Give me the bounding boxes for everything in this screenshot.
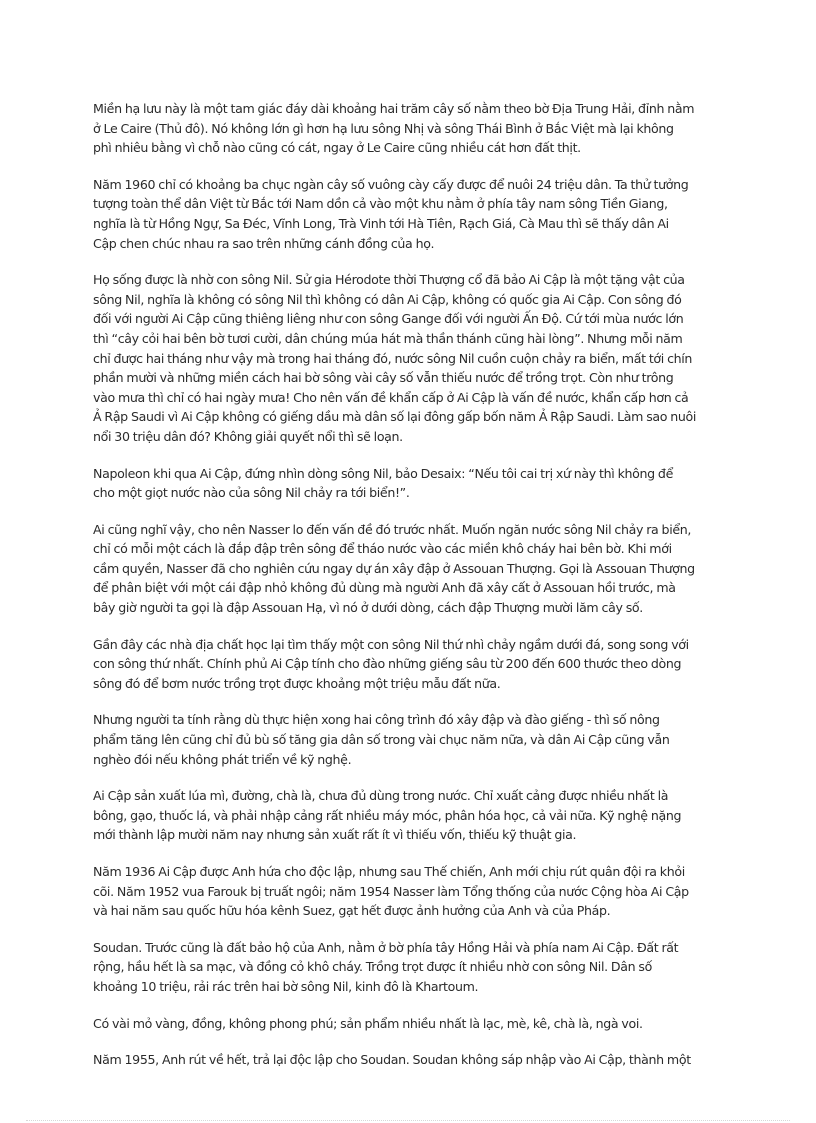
paragraph — [93, 710, 733, 769]
paragraph — [93, 862, 733, 921]
text-line: Năm 1955, Anh rút về hết, trả lại độc lập cho Soudan. Soudan không sáp nhập vào Ai Cập, thành một — [93, 1052, 691, 1068]
paragraph — [93, 270, 733, 446]
text-line: để phân biệt với một cái đập nhỏ không đủ dùng mà người Anh đã xây cất ở Assouan hồi trước, mà — [93, 580, 676, 596]
text-line: cõi. Năm 1952 vua Farouk bị truất ngôi; năm 1954 Nasser làm Tổng thống của nước Cộng hòa Ai Cập — [93, 883, 689, 899]
paragraph — [93, 635, 733, 694]
paragraph — [93, 786, 733, 845]
text-line: cầm quyền, Nasser đã cho nghiên cứu ngay dự án xây đập ở Assouan Thượng. Gọi là Assouan Thượng — [93, 560, 695, 576]
text-line: Cập chen chúc nhau ra sao trên những cánh đồng của họ. — [93, 235, 435, 251]
paragraph — [93, 1050, 733, 1070]
text-line: Ai Cập sản xuất lúa mì, đường, chà là, chưa đủ dùng trong nước. Chỉ xuất cảng được nhiều nhất là — [93, 788, 669, 804]
text-line: phần mười và những miền cách hai bờ sông vài cây số vẫn thiếu nước để trồng trọt. Còn như trông — [93, 370, 674, 386]
text-line: con sông thứ nhất. Chính phủ Ai Cập tính cho đào những giếng sâu từ 200 đến 600 thước theo dòng — [93, 656, 682, 672]
text-line: cho một giọt nước nào của sông Nil chảy ra tới biển!”. — [93, 485, 410, 501]
text-line: nghĩa là từ Hồng Ngự, Sa Đéc, Vĩnh Long, Trà Vinh tới Hà Tiên, Rạch Giá, Cà Mau thì sẽ thấy dân Ai — [93, 215, 669, 231]
paragraph — [93, 175, 733, 253]
text-line: thì “cây cỏi hai bên bờ tươi cười, dân chúng múa hát mà thần thánh cũng hài lòng”. Nhưng mỗi năm — [93, 330, 683, 346]
paragraph — [93, 99, 733, 158]
text-line: Gần đây các nhà địa chất học lại tìm thấy một con sông Nil thứ nhì chảy ngầm dưới đá, song song với — [93, 636, 689, 652]
text-line: Miền hạ lưu này là một tam giác đáy dài khoảng hai trăm cây số nằm theo bờ Địa Trung Hải, đỉnh nằm — [93, 101, 695, 116]
text-line: chỉ được hai tháng như vậy mà trong hai tháng đó, nước sông Nil cuồn cuộn chảy ra biển, mất tới chín — [93, 350, 693, 366]
paragraph — [93, 1014, 733, 1034]
text-line: ở Le Caire (Thủ đô). Nó không lớn gì hơn hạ lưu sông Nhị và sông Thái Bình ở Bắc Việt mà lại không — [93, 120, 674, 136]
text-line: phì nhiêu bằng vì chỗ nào cũng có cát, ngay ở Le Caire cũng nhiều cát hơn đất thịt. — [93, 140, 581, 156]
text-line: Soudan. Trước cũng là đất bảo hộ của Anh, nằm ở bờ phía tây Hồng Hải và phía nam Ai Cập. Đất rất — [93, 939, 679, 955]
text-line: nổi 30 triệu dân đó? Không giải quyết nổi thì sẽ loạn. — [93, 428, 403, 444]
text-line: rộng, hầu hết là sa mạc, và đồng cỏ khô cháy. Trồng trọt được ít nhiều nhờ con sông Nil. Dân số — [93, 959, 652, 975]
text-line: phẩm tăng lên cũng chỉ đủ bù số tăng gia dân số trong vài chục năm nữa, và dân Ai Cập cũng vẫn — [93, 732, 670, 748]
text-line: Có vài mỏ vàng, đồng, không phong phú; sản phẩm nhiều nhất là lạc, mè, kê, chà là, ngà voi. — [93, 1015, 643, 1031]
paragraph — [93, 938, 733, 997]
paragraph — [93, 520, 733, 618]
document-page — [93, 99, 733, 1087]
text-line: Năm 1936 Ai Cập được Anh hứa cho độc lập, nhưng sau Thế chiến, Anh mới chịu rút quân đội ra khỏi — [93, 864, 685, 879]
text-line: Napoleon khi qua Ai Cập, đứng nhìn dòng sông Nil, bảo Desaix: “Nếu tôi cai trị xứ này thì không để — [93, 465, 673, 481]
text-line: Ả Rập Saudi vì Ai Cập không có giếng dầu mà dân số lại đông gấp bốn năm Ả Rập Saudi. Làm sao nuôi — [93, 409, 697, 425]
text-line: vào mưa thì chỉ có hai ngày mưa! Cho nên vấn đề khẩn cấp ở Ai Cập là vấn đề nước, khẩn cấp hơn cả — [93, 389, 689, 405]
text-line: sông đó để bơm nước trồng trọt được khoảng một triệu mẫu đất nữa. — [93, 675, 501, 691]
text-line: nghèo đói nếu không phát triển về kỹ nghệ. — [93, 751, 352, 767]
text-line: chỉ có mỗi một cách là đắp đập trên sông để tháo nước vào các miền khô cháy hai bên bờ. Khi mới — [93, 541, 672, 557]
paragraph — [93, 464, 733, 503]
text-line: sông Nil, nghĩa là không có sông Nil thì không có dân Ai Cập, không có quốc gia Ai Cập. Con sông đó — [93, 291, 682, 307]
text-line: và hai năm sau quốc hữu hóa kênh Suez, gạt hết được ảnh hưởng của Anh và của Pháp. — [93, 903, 611, 919]
text-line: bông, gạo, thuốc lá, và phải nhập cảng rất nhiều máy móc, phân hóa học, cả vải nữa. Kỹ nghệ nặng — [93, 807, 682, 823]
text-line: Ai cũng nghĩ vậy, cho nên Nasser lo đến vấn đề đó trước nhất. Muốn ngăn nước sông Nil chảy ra biển, — [93, 521, 692, 537]
text-line: khoảng 10 triệu, rải rác trên hai bờ sông Nil, kinh đô là Khartoum. — [93, 978, 479, 994]
text-line: bây giờ người ta gọi là đập Assouan Hạ, vì nó ở dưới dòng, cách đập Thượng mười lăm cây số. — [93, 600, 643, 616]
text-line: Nhưng người ta tính rằng dù thực hiện xong hai công trình đó xây đập và đào giếng - thì số nông — [93, 712, 660, 728]
text-line: Năm 1960 chỉ có khoảng ba chục ngàn cây số vuông cày cấy được để nuôi 24 triệu dân. Ta thử tưởng — [93, 176, 689, 192]
page-bottom-divider — [26, 1120, 790, 1121]
text-line: tượng toàn thể dân Việt từ Bắc tới Nam dồn cả vào một khu nằm ở phía tây nam sông Tiền Giang, — [93, 196, 668, 212]
text-line: Họ sống được là nhờ con sông Nil. Sử gia Hérodote thời Thượng cổ đã bảo Ai Cập là một tặng vật của — [93, 272, 685, 288]
text-line: mới thành lập mười năm nay nhưng sản xuất rất ít vì thiếu vốn, thiếu kỹ thuật gia. — [93, 827, 577, 843]
text-line: đối với người Ai Cập cũng thiêng liêng như con sông Gange đối với người Ấn Độ. Cứ tới mùa nước lớn — [93, 311, 684, 327]
